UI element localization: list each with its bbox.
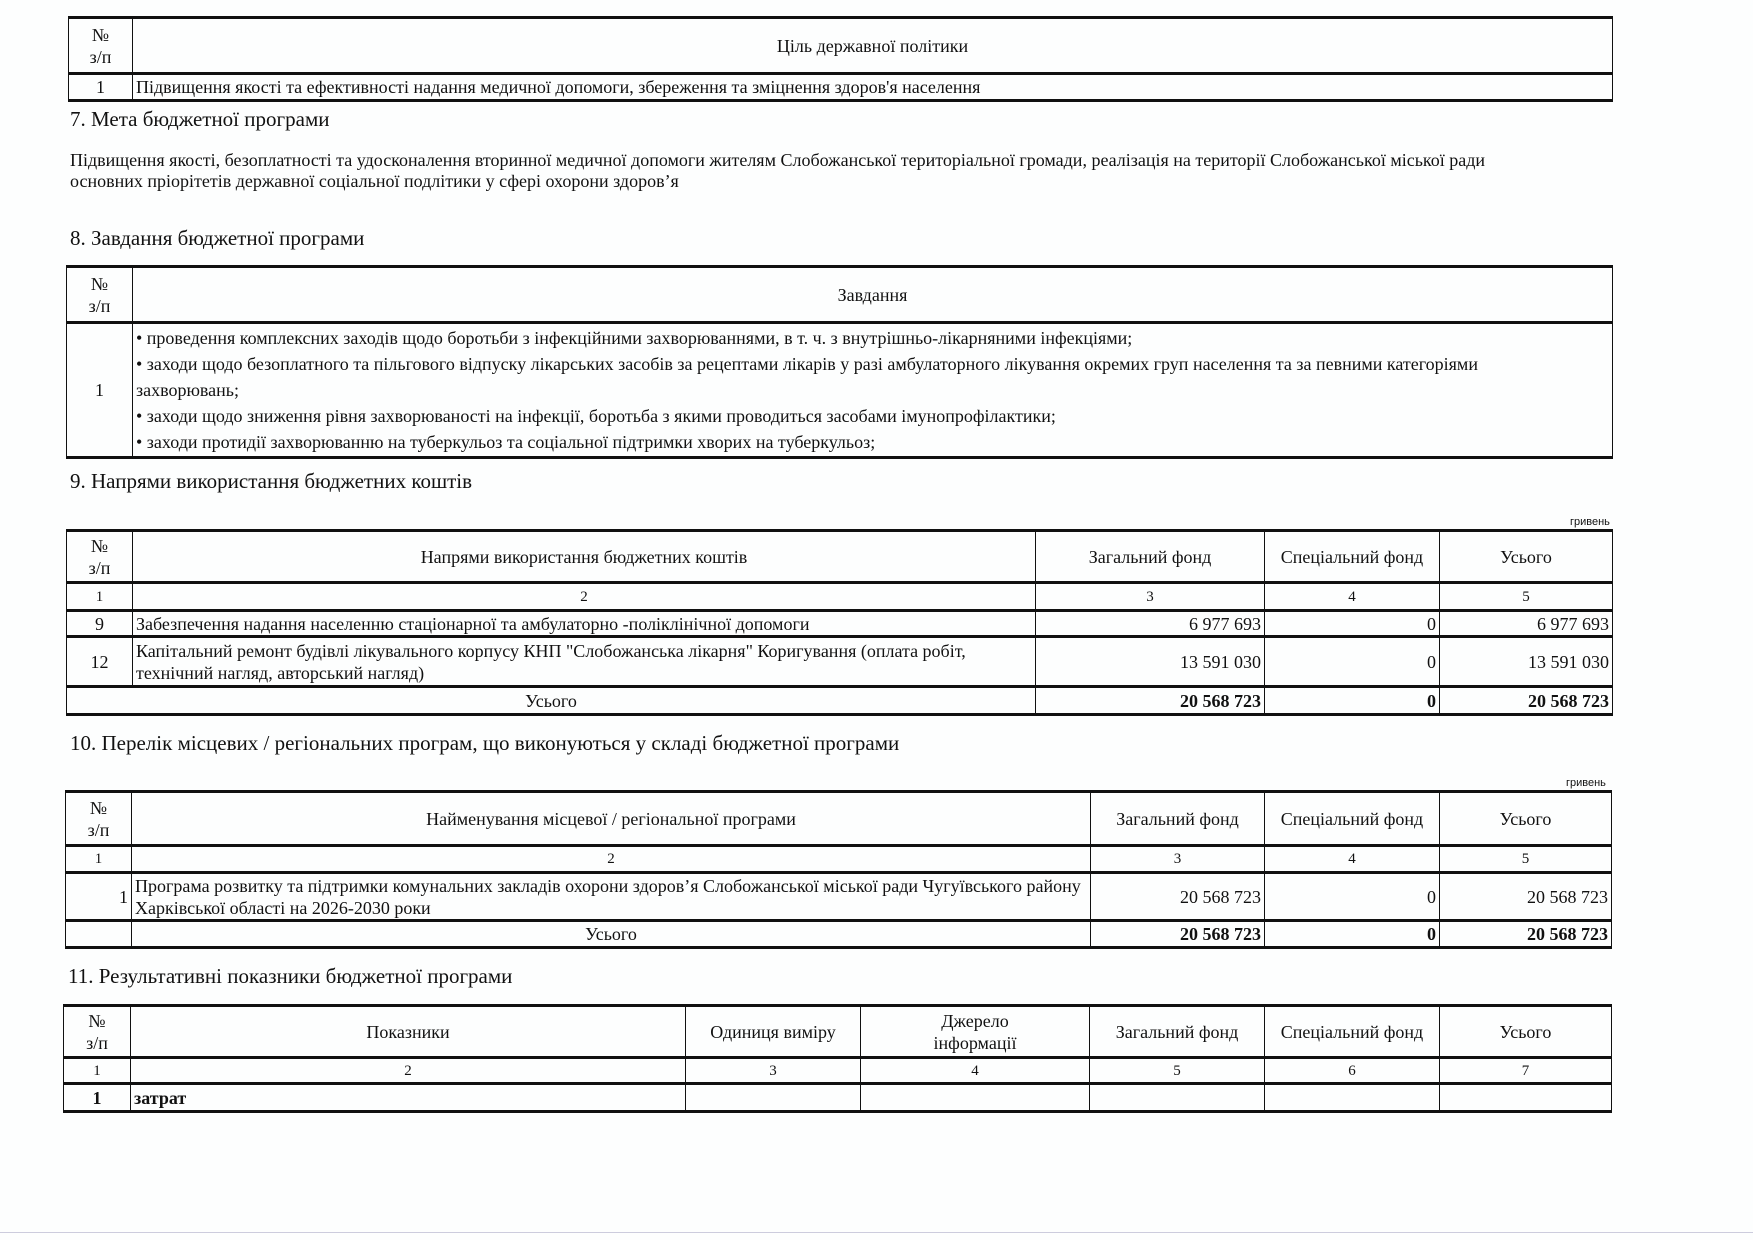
goal-line-2: основних пріорітетів державної соціальної подлітики у сфері охорони здоров’я [70, 171, 679, 191]
task-item: захворювань; [136, 380, 240, 400]
unit-header: Одиниця виміру [686, 1006, 861, 1058]
total-header: Усього [1440, 1006, 1612, 1058]
col-number: 2 [133, 583, 1036, 611]
indicator-group: затрат [131, 1084, 686, 1112]
row-no: 1 [69, 74, 133, 101]
general-fund-value: 6 977 693 [1036, 611, 1265, 637]
no-header: № з/п [67, 531, 133, 583]
total-value: 13 591 030 [1440, 637, 1613, 687]
col-number: 7 [1440, 1058, 1612, 1084]
general-fund-header: Загальний фонд [1091, 792, 1265, 846]
total-label: Усього [67, 687, 1036, 715]
empty-cell [66, 921, 132, 948]
col-number: 2 [132, 846, 1091, 873]
budget-directions-table [66, 529, 1613, 716]
policy-goal-text: Підвищення якості та ефективності надання медичної допомоги, збереження та зміцнення здоров'я населення [133, 74, 1613, 101]
task-item: • заходи протидії захворюванню на туберкульоз та соціальної підтримки хворих на туберкульоз; [136, 432, 876, 452]
special-fund-value: 0 [1265, 637, 1440, 687]
col-number: 2 [131, 1058, 686, 1084]
no-header: № з/п [66, 792, 132, 846]
task-item: • заходи щодо безоплатного та пільгового відпуску лікарських засобів за рецептами лікарів у разі амбулаторного лікування окремих груп населення та за певними категоріями [136, 354, 1478, 374]
general-fund-total: 20 568 723 [1091, 921, 1265, 948]
general-fund-value: 20 568 723 [1091, 873, 1265, 921]
section-8-title: 8. Завдання бюджетної програми [70, 226, 365, 250]
section-10-title: 10. Перелік місцевих / регіональних програм, що виконуються у складі бюджетної програми [70, 731, 900, 755]
general-fund-total: 20 568 723 [1036, 687, 1265, 715]
col-number: 1 [66, 846, 132, 873]
total-value: 20 568 723 [1440, 873, 1612, 921]
totals-row [66, 921, 1612, 948]
col-number: 5 [1090, 1058, 1265, 1084]
page-bottom-edge [0, 1232, 1753, 1233]
total-value: 6 977 693 [1440, 611, 1613, 637]
totals-row [67, 687, 1613, 715]
row-no: 1 [67, 323, 133, 458]
indicators-header: Показники [131, 1006, 686, 1058]
special-fund-total: 0 [1265, 687, 1440, 715]
task-item: • заходи щодо зниження рівня захворюваності на інфекції, боротьба з якими проводиться засобами імунопрофілактики; [136, 406, 1056, 426]
row-no: 9 [67, 611, 133, 637]
tasks-table [66, 265, 1613, 459]
special-fund-header: Спеціальний фонд [1265, 531, 1440, 583]
empty-cell [861, 1084, 1090, 1112]
task-item: • проведення комплексних заходів щодо боротьби з інфекційними захворюваннями, в т. ч. з внутрішньо-лікарняними інфекціями; [136, 328, 1133, 348]
special-fund-header: Спеціальний фонд [1265, 1006, 1440, 1058]
program-goal-text [70, 150, 1630, 192]
policy-goal-table [68, 16, 1613, 102]
policy-goal-header: Ціль державної політики [133, 18, 1613, 74]
col-number: 4 [861, 1058, 1090, 1084]
source-header: Джерело інформації [861, 1006, 1090, 1058]
directions-header: Напрями використання бюджетних коштів [133, 531, 1036, 583]
col-number: 1 [67, 583, 133, 611]
row-no: 1 [66, 873, 132, 921]
general-fund-header: Загальний фонд [1090, 1006, 1265, 1058]
table-row [67, 611, 1613, 637]
grand-total: 20 568 723 [1440, 687, 1613, 715]
col-number: 4 [1265, 583, 1440, 611]
local-programs-table [65, 790, 1612, 949]
row-no: 1 [64, 1084, 131, 1112]
empty-cell [1090, 1084, 1265, 1112]
col-number: 3 [686, 1058, 861, 1084]
special-fund-value: 0 [1265, 873, 1440, 921]
direction-name: Капітальний ремонт будівлі лікувального корпусу КНП "Слобожанська лікарня" Коригування (оплата робіт, технічний нагляд, авторський нагляд) [133, 637, 1036, 687]
tasks-header: Завдання [133, 267, 1613, 323]
section-9-title: 9. Напрями використання бюджетних коштів [70, 469, 473, 493]
currency-unit: гривень [1566, 777, 1606, 789]
col-number: 3 [1036, 583, 1265, 611]
empty-cell [1265, 1084, 1440, 1112]
special-fund-total: 0 [1265, 921, 1440, 948]
section-7-title: 7. Мета бюджетної програми [70, 107, 330, 131]
program-name: Програма розвитку та підтримки комунальних закладів охорони здоров’я Слобожанської міської ради Чугуївського району Харківської області на 2026-2030 роки [132, 873, 1091, 921]
col-number: 5 [1440, 583, 1613, 611]
no-header: № з/п [64, 1006, 131, 1058]
col-number: 1 [64, 1058, 131, 1084]
col-number: 3 [1091, 846, 1265, 873]
empty-cell [686, 1084, 861, 1112]
general-fund-header: Загальний фонд [1036, 531, 1265, 583]
row-no: 12 [67, 637, 133, 687]
no-header: № з/п [67, 267, 133, 323]
col-number: 5 [1440, 846, 1612, 873]
special-fund-header: Спеціальний фонд [1265, 792, 1440, 846]
currency-unit: гривень [1570, 516, 1610, 528]
grand-total: 20 568 723 [1440, 921, 1612, 948]
goal-line-1: Підвищення якості, безоплатності та удосконалення вторинної медичної допомоги жителям Слобожанської територіальної громади, реалізація на території Слобожанської міської ради [70, 150, 1486, 170]
direction-name: Забезпечення надання населенню стаціонарної та амбулаторно -поліклінічної допомоги [133, 611, 1036, 637]
no-header: № з/п [69, 18, 133, 74]
total-label: Усього [132, 921, 1091, 948]
general-fund-value: 13 591 030 [1036, 637, 1265, 687]
col-number: 6 [1265, 1058, 1440, 1084]
col-number: 4 [1265, 846, 1440, 873]
special-fund-value: 0 [1265, 611, 1440, 637]
section-11-title: 11. Результативні показники бюджетної програми [68, 964, 513, 988]
performance-indicators-table [63, 1004, 1612, 1113]
table-row [66, 873, 1612, 921]
program-name-header: Найменування місцевої / регіональної програми [132, 792, 1091, 846]
tasks-list [133, 323, 1613, 458]
total-header: Усього [1440, 792, 1612, 846]
table-row [67, 637, 1613, 687]
empty-cell [1440, 1084, 1612, 1112]
table-row [64, 1084, 1612, 1112]
total-header: Усього [1440, 531, 1613, 583]
